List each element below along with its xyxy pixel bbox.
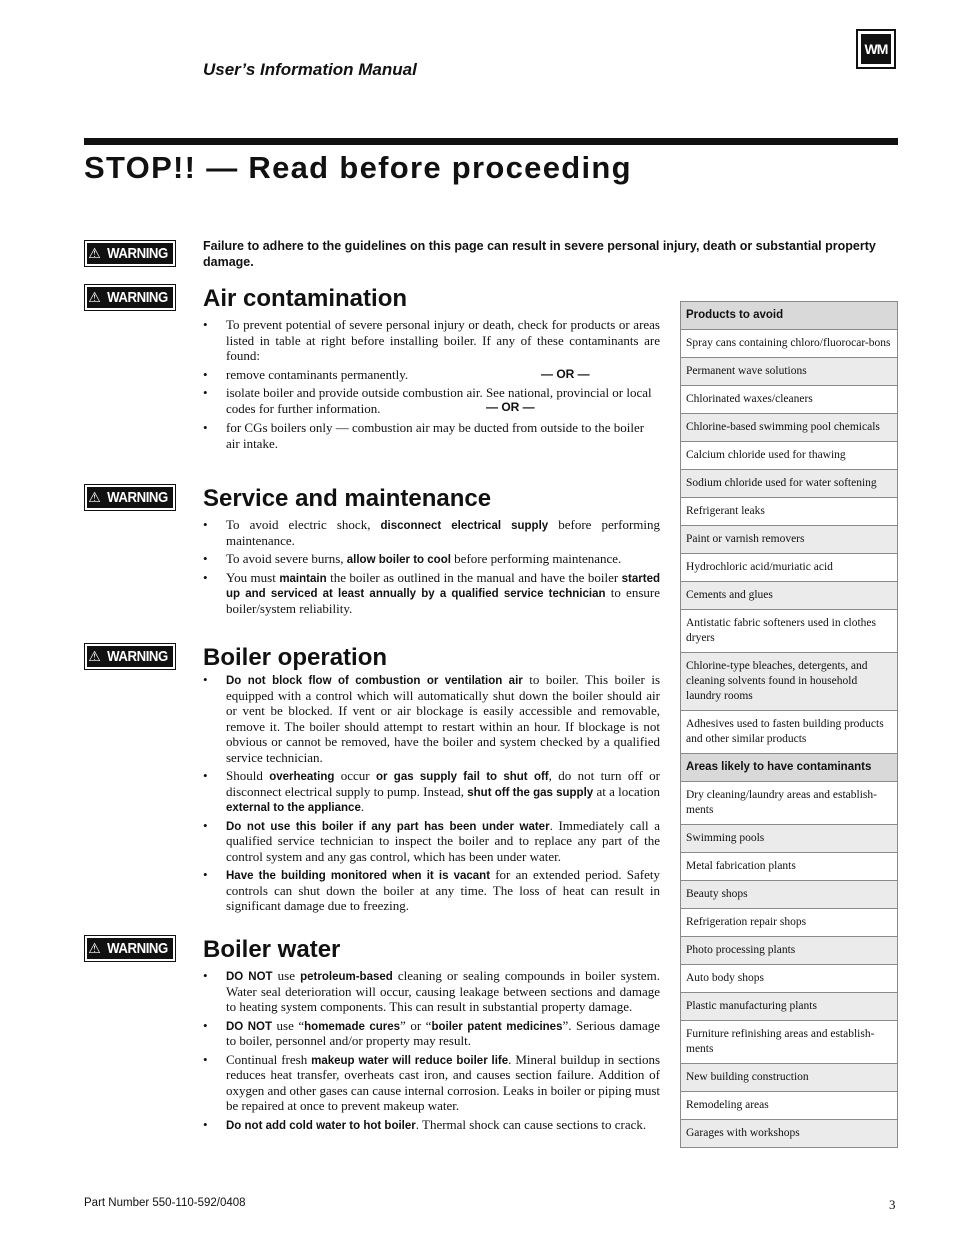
table-row: Calcium chloride used for thawing bbox=[681, 442, 898, 470]
table-row: Furniture refinishing areas and establish-ments bbox=[681, 1021, 898, 1064]
warning-label-air: ⚠ WARNING bbox=[84, 284, 176, 311]
section-heading: Boiler operation bbox=[203, 644, 388, 671]
list-item: • Should overheating occur or gas supply fail to shut off, do not turn off or disconnect electrical supply to pump. Instead, shut off the gas supply at a location external to the appliance. bbox=[203, 768, 660, 815]
table-row: New building construction bbox=[681, 1064, 898, 1092]
table-row: Metal fabrication plants bbox=[681, 853, 898, 881]
list-item: • To prevent potential of severe personal injury or death, check for products or areas listed in table at right before installing boiler. If any of these contaminants are found: bbox=[203, 317, 660, 364]
table-header-products: Products to avoid bbox=[681, 302, 898, 330]
warning-triangle-icon: ⚠ bbox=[88, 289, 101, 306]
warning-triangle-icon: ⚠ bbox=[88, 940, 101, 957]
table-row: Spray cans containing chloro/fluorocar-bons bbox=[681, 330, 898, 358]
table-row: Sodium chloride used for water softening bbox=[681, 470, 898, 498]
section-air-contamination bbox=[203, 285, 660, 454]
header-rule bbox=[84, 138, 898, 145]
logo-mark: WM bbox=[861, 34, 891, 64]
section-boiler-water bbox=[203, 936, 660, 1135]
table-row: Permanent wave solutions bbox=[681, 358, 898, 386]
table-row: Plastic manufacturing plants bbox=[681, 993, 898, 1021]
table-row: Auto body shops bbox=[681, 965, 898, 993]
table-row: Chlorine-type bleaches, detergents, and cleaning solvents found in household laundry rooms bbox=[681, 653, 898, 711]
intro-warning-text: Failure to adhere to the guidelines on this page can result in severe personal injury, death or substantial property damage. bbox=[203, 239, 876, 269]
table-row: Chlorine-based swimming pool chemicals bbox=[681, 414, 898, 442]
section-service-maintenance bbox=[203, 485, 660, 619]
section-boiler-operation bbox=[203, 644, 660, 917]
table-row: Photo processing plants bbox=[681, 937, 898, 965]
table-row: Cements and glues bbox=[681, 582, 898, 610]
list-item: • for CGs boilers only — combustion air may be ducted from outside to the boiler air intake. bbox=[203, 420, 660, 451]
table-row: Dry cleaning/laundry areas and establish-ments bbox=[681, 782, 898, 825]
warning-triangle-icon: ⚠ bbox=[88, 489, 101, 506]
list-item: • Do not use this boiler if any part has been under water. Immediately call a qualified service technician to inspect the boiler and to replace any part of the control system and any gas control, which has been under water. bbox=[203, 818, 660, 865]
warning-label-operation: ⚠ WARNING bbox=[84, 643, 176, 670]
table-row: Refrigeration repair shops bbox=[681, 909, 898, 937]
table-row: Garages with workshops bbox=[681, 1120, 898, 1148]
table-row: Swimming pools bbox=[681, 825, 898, 853]
table-row: Refrigerant leaks bbox=[681, 498, 898, 526]
list-item: • You must maintain the boiler as outlined in the manual and have the boiler started up and serviced at least annually by a qualified service technician to ensure boiler/system reliability. bbox=[203, 570, 660, 617]
table-row: Remodeling areas bbox=[681, 1092, 898, 1120]
contaminants-table bbox=[680, 301, 898, 1148]
list-item: • remove contaminants permanently. — OR — bbox=[203, 367, 660, 383]
section-heading: Service and maintenance bbox=[203, 485, 492, 512]
table-row: Beauty shops bbox=[681, 881, 898, 909]
list-item: • Do not block flow of combustion or ventilation air to boiler. This boiler is equipped with a control which will automatically shut down the boiler should air or vent be blocked. If vent or air blockage is easily accessible and removable, remove it. The boiler should attempt to restart within an hour. If blockage is not obvious or cannot be removed, have the boiler and system checked by a qualified service technician. bbox=[203, 672, 660, 765]
table-row: Paint or varnish removers bbox=[681, 526, 898, 554]
table-row: Hydrochloric acid/muriatic acid bbox=[681, 554, 898, 582]
table-row: Chlorinated waxes/cleaners bbox=[681, 386, 898, 414]
section-heading: Boiler water bbox=[203, 936, 341, 963]
table-row: Antistatic fabric softeners used in clothes dryers bbox=[681, 610, 898, 653]
page-title: STOP!! — Read before proceeding bbox=[84, 150, 632, 185]
part-number: Part Number 550-110-592/0408 bbox=[84, 1197, 246, 1209]
list-item: • DO NOT use “homemade cures” or “boiler patent medicines”. Serious damage to boiler, personnel and/or property may result. bbox=[203, 1018, 660, 1049]
list-item: • Do not add cold water to hot boiler. Thermal shock can cause sections to crack. bbox=[203, 1117, 660, 1133]
table-header-areas: Areas likely to have contaminants bbox=[681, 754, 898, 782]
section-heading: Air contamination bbox=[203, 285, 408, 312]
warning-label-water: ⚠ WARNING bbox=[84, 935, 176, 962]
manual-title: User’s Information Manual bbox=[203, 60, 417, 79]
list-item: • Continual fresh makeup water will reduce boiler life. Mineral buildup in sections reduces heat transfer, overheats cast iron, and causes section failure. Addition of oxygen and other gases can cause internal corrosion. Leaks in boiler or piping must be repaired at once to prevent makeup water. bbox=[203, 1052, 660, 1114]
list-item: • To avoid severe burns, allow boiler to cool before performing maintenance. bbox=[203, 551, 660, 567]
list-item: • DO NOT use petroleum-based cleaning or sealing compounds in boiler system. Water seal deterioration will occur, causing leakage between sections and damage to heating system components. This can result in substantial property damage. bbox=[203, 968, 660, 1015]
warning-label-intro: ⚠ WARNING bbox=[84, 240, 176, 267]
company-logo bbox=[856, 29, 896, 69]
page-number: 3 bbox=[889, 1197, 896, 1212]
table-row: Adhesives used to fasten building products and other similar products bbox=[681, 711, 898, 754]
warning-label-service: ⚠ WARNING bbox=[84, 484, 176, 511]
warning-triangle-icon: ⚠ bbox=[88, 245, 101, 262]
warning-triangle-icon: ⚠ bbox=[88, 648, 101, 665]
list-item: • Have the building monitored when it is vacant for an extended period. Safety controls can shut down the boiler at any time. The loss of heat can result in significant damage due to freezing. bbox=[203, 867, 660, 914]
list-item: • isolate boiler and provide outside combustion air. See national, provincial or local codes for further information. — OR — bbox=[203, 385, 660, 416]
list-item: • To avoid electric shock, disconnect electrical supply before performing maintenance. bbox=[203, 517, 660, 548]
